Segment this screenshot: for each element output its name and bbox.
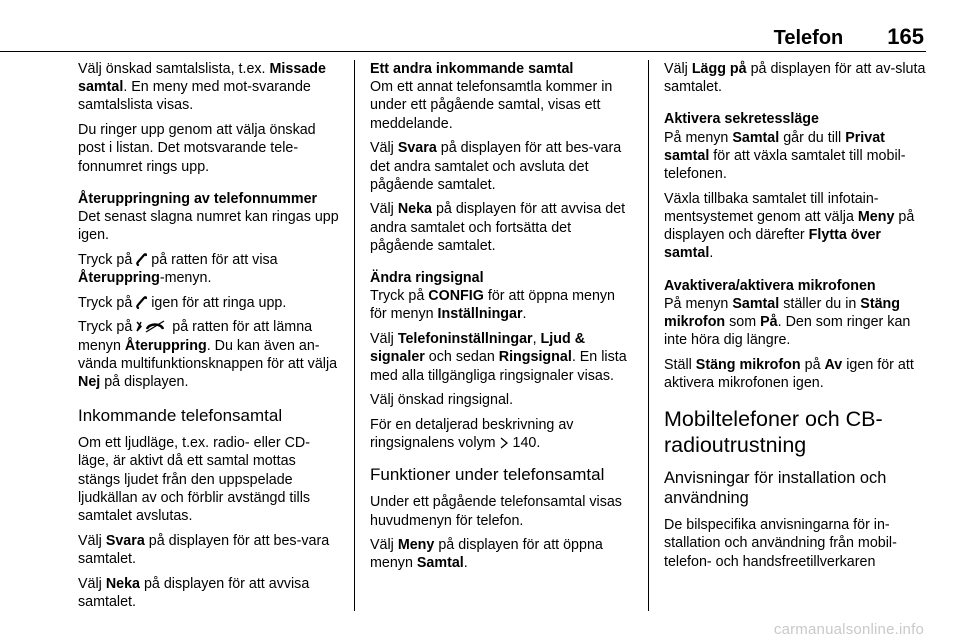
heading-installation-instructions: Anvisningar för installation och användning [664,469,887,508]
paragraph: Välj Telefoninställningar, Ljud & signaler och sedan Ringsignal. En lista med alla tillgängliga ringsignaler visas. [370,331,627,384]
paragraph: För en detaljerad beskrivning av ringsignalens volym 140. [370,416,574,452]
paragraph: Tryck på igen för att ringa upp. [78,294,287,311]
paragraph: Tryck på CONFIG för att öppna menyn för menyn Inställningar. [370,288,616,323]
watermark: carmanualsonline.info [773,621,924,638]
paragraph: Välj Neka på displayen för att avvisa det andra samtalet och fortsätta det pågående samtalet. [370,201,626,254]
subheading-second-call: Ett andra inkommande samtal [370,61,574,77]
paragraph: Välj önskad ringsignal. [370,392,514,409]
paragraph: Det senast slagna numret kan ringas upp igen. [78,208,339,244]
heading-mobile-phones: Mobiltelefoner och CB-radioutrustning [664,407,883,458]
paragraph: På menyn Samtal ställer du in Stäng mikrofon som På. Den som ringer kan inte höra dig längre. [664,295,911,349]
paragraph: Tryck på på ratten för att lämna menyn Återuppring. Du kan även an-vända multifunktionsknappen för att välja Nej på displayen. [78,319,338,391]
phone-handset-icon [136,296,147,309]
page-header [774,24,924,54]
column-divider-2 [648,60,649,611]
paragraph: Välj önskad samtalslista, t.ex. Missade samtal. En meny med mot-svarande samtalslista visas. [78,61,326,114]
column-1 [78,60,340,618]
subheading-microphone: Avaktivera/aktivera mikrofonen [664,277,876,294]
phone-handset-icon [136,253,147,266]
paragraph: Välj Svara på displayen för att bes-vara det andra samtalet och avsluta det pågående samtalet. [370,140,622,193]
section-title: Telefon [773,27,844,49]
subheading-ringtone: Ändra ringsignal [370,270,484,287]
arrow-ref-icon [500,437,509,449]
paragraph: Ställ Stäng mikrofon på Av igen för att aktivera mikrofonen igen. [664,356,914,392]
paragraph: På menyn Samtal går du till Privat samtal för att växla samtalet till mobil-telefonen. [664,129,906,183]
paragraph: Växla tillbaka samtalet till infotain-mentsystemet genom att välja Meny på displayen och därefter Flytta över samtal. [664,190,915,262]
subheading-redial: Återuppringning av telefonnummer [78,190,318,207]
subheading-privacy: Aktivera sekretessläge [664,111,819,128]
paragraph: Om ett ljudläge, t.ex. radio- eller CD-läge, är aktivt då ett samtal mottas stängs ljudet från den uppspelade ljudkällan av och förblir avstängd tills samtalet avslutas. [78,435,311,525]
heading-incoming-calls: Inkommande telefonsamtal [78,406,283,426]
paragraph: Tryck på på ratten för att visa Återuppring-menyn. [78,251,278,287]
paragraph: Välj Svara på displayen för att bes-vara samtalet. [78,532,330,567]
paragraph: De bilspecifika anvisningarna för in-stallation och användning från mobil-telefon- och handsfreetillverkaren [664,517,897,570]
paragraph: Du ringer upp genom att välja önskad post i listan. Det motsvarande tele-fonnumret rings upp. [78,122,316,175]
column-2 [370,60,632,579]
paragraph: Under ett pågående telefonsamtal visas huvudmenyn för telefon. [370,494,622,529]
column-divider-1 [354,60,355,611]
paragraph: Om ett annat telefonsamtla kommer in under ett pågående samtal, visas ett meddelande. [370,79,613,132]
column-3 [664,60,926,577]
heading-call-functions: Funktioner under telefonsamtal [370,465,605,485]
header-rule [0,51,926,52]
paragraph: Välj Neka på displayen för att avvisa samtalet. [78,575,310,610]
page-number: 165 [887,24,924,49]
paragraph: Välj Meny på displayen för att öppna menyn Samtal. [370,537,603,572]
mute-hangup-icon [136,320,168,333]
paragraph: Välj Lägg på på displayen för att av-sluta samtalet. [664,61,926,96]
